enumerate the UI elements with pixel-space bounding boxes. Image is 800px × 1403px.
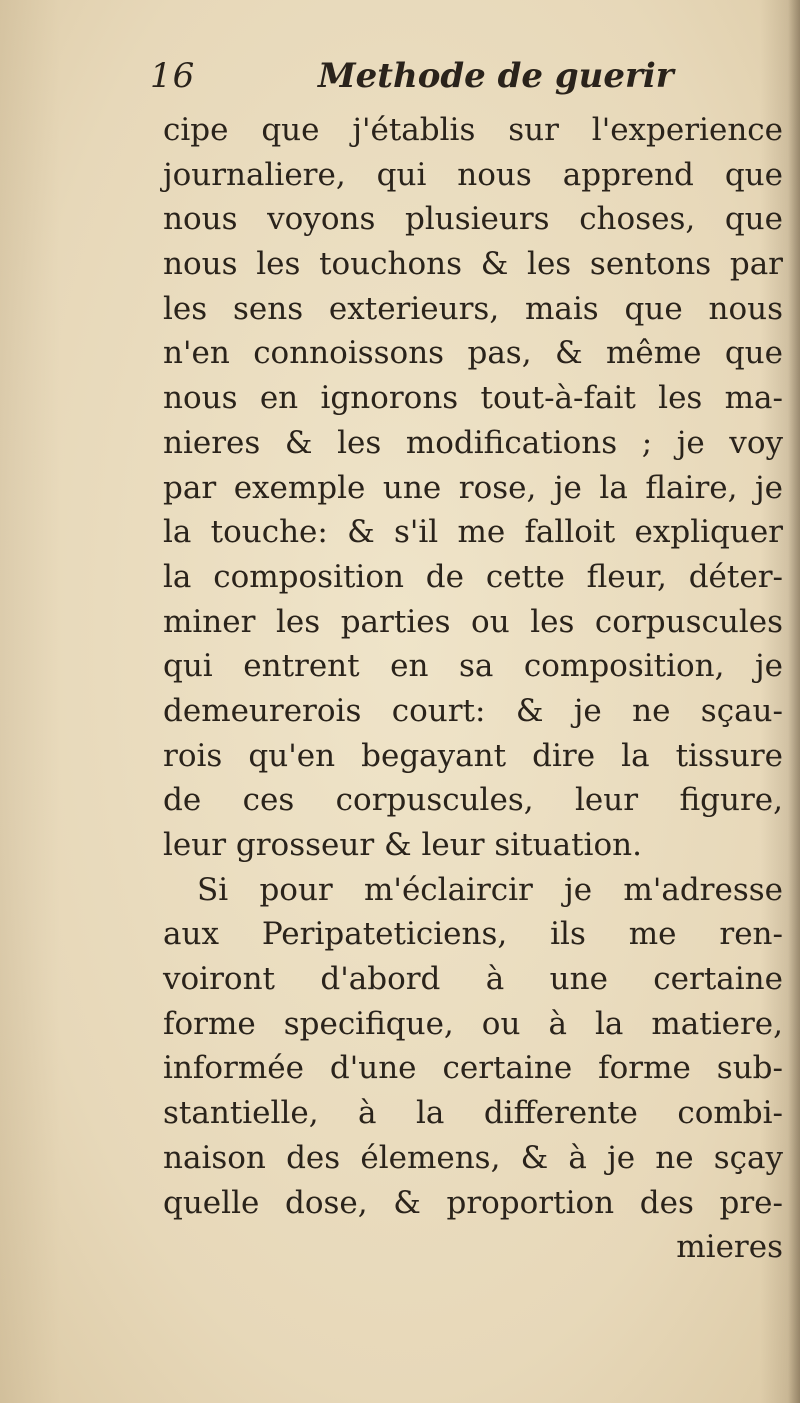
text-line: naison des élemens, & à je ne sçay bbox=[163, 1139, 783, 1176]
text-line: de ces corpuscules, leur figure, bbox=[163, 782, 783, 819]
text-line: nous voyons plusieurs choses, que bbox=[163, 201, 783, 238]
text-line: miner les parties ou les corpuscules bbox=[163, 603, 783, 640]
text-line: par exemple une rose, je la flaire, je bbox=[163, 469, 783, 506]
body-text bbox=[163, 108, 783, 1270]
text-line: aux Peripateticiens, ils me ren- bbox=[163, 916, 783, 953]
text-line: stantielle, à la differente combi- bbox=[163, 1095, 783, 1132]
text-line: les sens exterieurs, mais que nous bbox=[163, 290, 783, 327]
text-line: voiront d'abord à une certaine bbox=[163, 961, 783, 998]
running-head: Methode de guerir bbox=[318, 56, 674, 96]
page-number: 16 bbox=[150, 56, 196, 96]
text-line: nous en ignorons tout-à-fait les ma- bbox=[163, 380, 783, 417]
text-line: journaliere, qui nous apprend que bbox=[163, 156, 783, 193]
text-line: forme specifique, ou à la matiere, bbox=[163, 1005, 783, 1042]
text-line: demeurerois court: & je ne sçau- bbox=[163, 692, 783, 729]
text-line: la composition de cette fleur, déter- bbox=[163, 558, 783, 595]
text-line: Si pour m'éclaircir je m'adresse bbox=[197, 871, 783, 908]
text-line: informée d'une certaine forme sub- bbox=[163, 1050, 783, 1087]
text-line: quelle dose, & proportion des pre- bbox=[163, 1184, 783, 1221]
text-line: cipe que j'établis sur l'experience bbox=[163, 112, 783, 148]
page-edge-shadow bbox=[788, 0, 800, 1403]
text-line: nieres & les modifications ; je voy bbox=[163, 424, 783, 461]
text-line: rois qu'en begayant dire la tissure bbox=[163, 737, 783, 774]
catchword: mieres bbox=[676, 1229, 783, 1266]
text-line: nous les touchons & les sentons par bbox=[163, 246, 783, 283]
text-line: leur grosseur & leur situation. bbox=[163, 827, 642, 863]
text-line: qui entrent en sa composition, je bbox=[163, 648, 783, 685]
text-line: n'en connoissons pas, & même que bbox=[163, 335, 783, 372]
page-header bbox=[150, 50, 674, 110]
text-line: la touche: & s'il me falloit expliquer bbox=[163, 514, 783, 551]
